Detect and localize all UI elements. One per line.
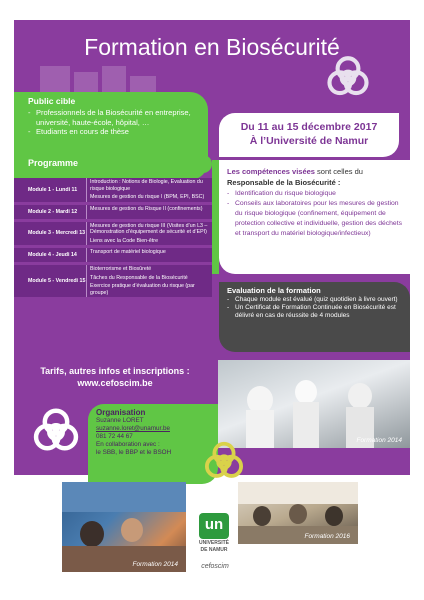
- dates-box: [219, 113, 399, 157]
- evaluation-item: - Un Certificat de Formation Continuée en Biosécurité est délivré en cas de réussite de 4 modules: [227, 304, 404, 320]
- module-desc-line: Introduction : Notions de Biologie, Evaluation du risque biologique: [90, 179, 203, 192]
- competences-box: [219, 160, 410, 274]
- public-cible-heading: Public cible: [28, 96, 76, 106]
- organiser-name: Suzanne LORET: [96, 417, 144, 424]
- dates-line: Du 11 au 15 décembre 2017: [240, 121, 378, 133]
- organiser-email[interactable]: suzanne.loret@unamur.be: [96, 425, 170, 432]
- module-name: Module 5 - Vendredi 15: [28, 278, 86, 284]
- competences-intro-role: Responsable de la Biosécurité :: [227, 178, 341, 187]
- public-cible-item: - Professionnels de la Biosécurité en entreprise, université, haute-école, hôpital, …: [28, 108, 200, 127]
- organisation-heading: Organisation: [96, 408, 146, 417]
- module-desc-line: Bioterrorisme et Biosûreté: [90, 266, 152, 272]
- photo-classroom: [62, 482, 186, 572]
- module-desc-line: Exercice pratique d’évaluation du risque (par groupe): [90, 283, 195, 296]
- module-name: Module 3 - Mercredi 13: [28, 230, 86, 237]
- biohazard-icon: [200, 438, 248, 486]
- module-name: Module 2 - Mardi 12: [28, 208, 78, 215]
- photo-training-2016: [238, 482, 358, 544]
- competences-accent: [212, 160, 219, 274]
- photo-caption: Formation 2014: [132, 561, 178, 568]
- module-desc-line: Mesures de gestion du risque I (BPM, EPI, BSC): [90, 194, 205, 200]
- tarifs-info: [14, 365, 216, 389]
- programme-list: [14, 178, 212, 300]
- public-cible-item: - Etudiants en cours de thèse: [28, 127, 200, 137]
- module-name: Module 1 - Lundi 11: [28, 186, 78, 193]
- module-desc: [86, 178, 212, 202]
- evaluation-item: - Chaque module est évalué (quiz quotidien à livre ouvert): [227, 296, 404, 304]
- competences-intro-strong: Les compétences visées: [227, 167, 315, 176]
- competence-item: - Conseils aux laboratoires pour les mesures de gestion du risque biologique (confinement, équipement de protection collective et individuelle, gestion des déchets et transport du matériel biologique/infectieux): [227, 199, 404, 239]
- module-desc-line: Liens avec la Code Bien-être: [90, 237, 159, 244]
- website-link[interactable]: www.cefoscim.be: [77, 378, 153, 388]
- competences-intro-text: sont celles du: [314, 167, 363, 176]
- competence-item: - Identification du risque biologique: [227, 189, 404, 199]
- module-desc: [86, 205, 212, 219]
- photo-caption: Formation 2014: [356, 437, 402, 444]
- module-row: [14, 205, 212, 219]
- module-desc-line: Mesures de gestion du Risque II (confinements): [90, 205, 203, 212]
- module-desc: [86, 248, 212, 262]
- module-desc-line: Tâches du Responsable de la Biosécurité: [90, 274, 188, 281]
- tarifs-line: Tarifs, autres infos et inscriptions :: [40, 366, 190, 376]
- location-line: À l’Université de Namur: [249, 135, 369, 147]
- module-desc: [86, 265, 212, 297]
- cefoscim-logo-text: cefoscim: [201, 563, 229, 570]
- biohazard-icon: [322, 52, 374, 104]
- page-title: Formation en Biosécurité: [84, 34, 340, 60]
- programme-heading: Programme: [14, 155, 212, 173]
- organisation-box: [88, 404, 218, 484]
- module-desc-line: Transport de matériel biologique: [90, 249, 166, 255]
- unamur-logo-line: UNIVERSITÉ: [198, 540, 229, 546]
- module-row: [14, 248, 212, 262]
- photo-training-2014-top: [218, 360, 410, 448]
- module-row: [14, 178, 212, 202]
- unamur-logo: [192, 513, 236, 559]
- module-row: [14, 222, 212, 246]
- cefoscim-logo: [194, 563, 236, 583]
- evaluation-box: [219, 282, 410, 352]
- module-desc-line: Mesures de gestion du risque III (Visites d’un L3 – Démonstration d’équipement de sécurité et d’EPI): [90, 222, 208, 235]
- module-desc: [86, 222, 212, 246]
- collaboration-line: En collaboration avec :: [96, 441, 160, 448]
- photo-people-silhouettes: [218, 360, 410, 448]
- photo-caption: Formation 2016: [304, 533, 350, 540]
- collaboration-partners: le SBB, le BBP et le BSOH: [96, 449, 172, 456]
- photo-training-2014-bottom: [62, 482, 186, 572]
- evaluation-heading: Evaluation de la formation: [227, 286, 321, 295]
- module-row: [14, 265, 212, 297]
- organiser-phone: 081 72 44 67: [96, 433, 133, 440]
- unamur-logo-mark: un: [199, 513, 229, 539]
- competences-intro: [227, 166, 404, 188]
- module-name: Module 4 - Jeudi 14: [28, 252, 77, 258]
- unamur-logo-line: DE NAMUR: [200, 547, 228, 553]
- biohazard-icon: [28, 404, 84, 460]
